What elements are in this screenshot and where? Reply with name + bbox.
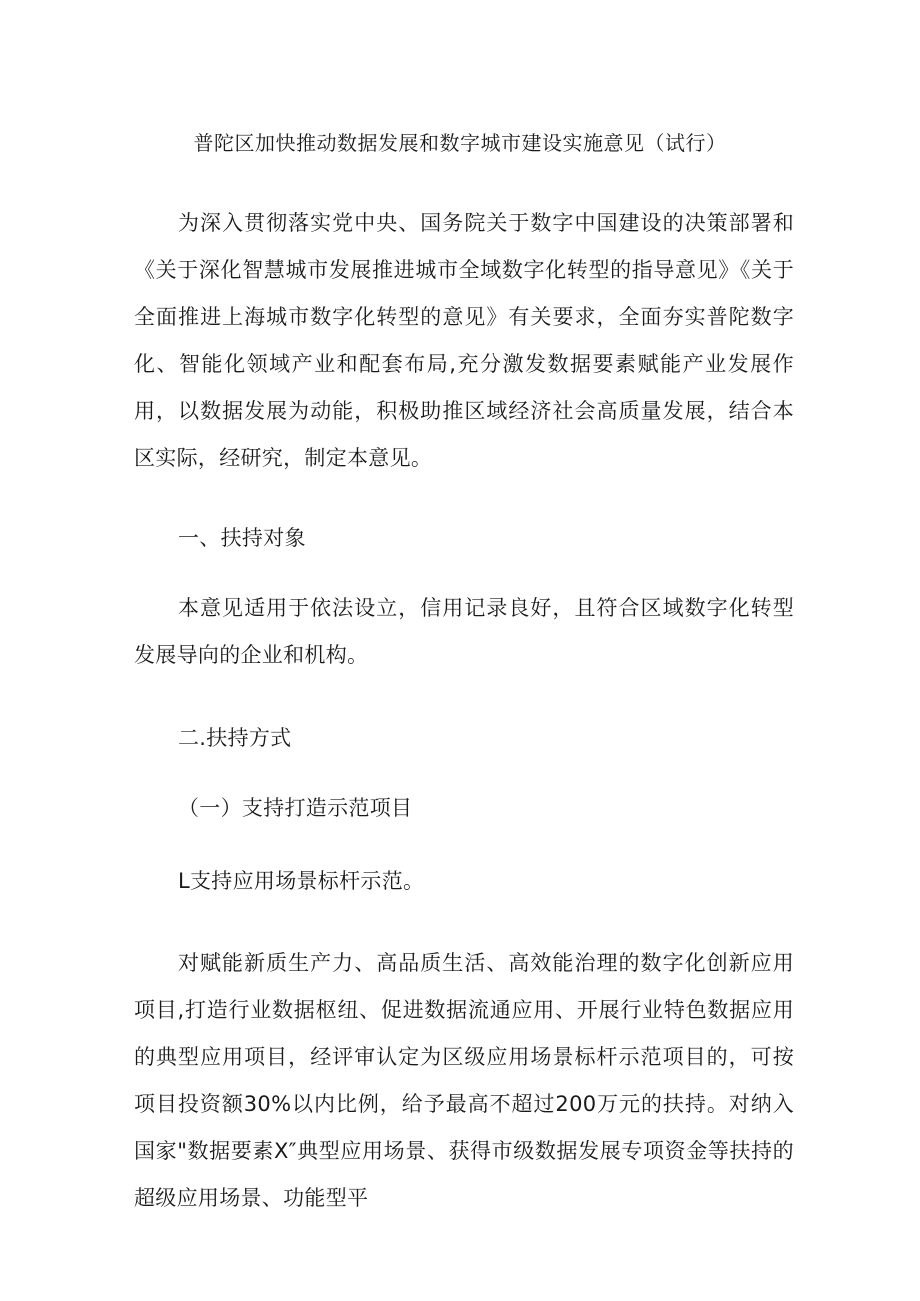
item-1-text: 对赋能新质生产力、高品质生活、高效能治理的数字化创新应用项目,打造行业数据枢纽、促进数据流通应用、开展行业特色数据应用的典型应用项目，经评审认定为区级应用场景标杆示范项目的，可按项目投资额30%以内比例，给予最高不超过200万元的扶持。对纳入国家"数据要素X″典型应用场景、获得市级数据发展专项资金等扶持的超级应用场景、功能型平 bbox=[134, 951, 794, 1210]
subsection-1-heading: （一）支持打造示范项目 bbox=[178, 796, 413, 820]
item-1-paragraph bbox=[134, 940, 794, 1222]
document-title: 普陀区加快推动数据发展和数字城市建设实施意见（试行） bbox=[193, 131, 727, 155]
section-1-text: 本意见适用于依法设立，信用记录良好，且符合区域数字化转型发展导向的企业和机构。 bbox=[134, 596, 794, 667]
section-1-heading: 一、扶持对象 bbox=[178, 526, 306, 550]
section-1-paragraph bbox=[134, 585, 794, 679]
intro-text: 为深入贯彻落实党中央、国务院关于数字中国建设的决策部署和《关于深化智慧城市发展推进城市全域数字化转型的指导意见》《关于全面推进上海城市数字化转型的意见》有关要求，全面夯实普陀数字化、智能化领域产业和配套布局,充分激发数据要素赋能产业发展作用，以数据发展为动能，积极助推区域经济社会高质量发展，结合本区实际，经研究，制定本意见。 bbox=[134, 211, 794, 470]
section-2-heading: 二.扶持方式 bbox=[178, 726, 292, 750]
item-1-heading: L支持应用场景标杆示范。 bbox=[178, 869, 425, 893]
intro-paragraph bbox=[134, 200, 794, 482]
